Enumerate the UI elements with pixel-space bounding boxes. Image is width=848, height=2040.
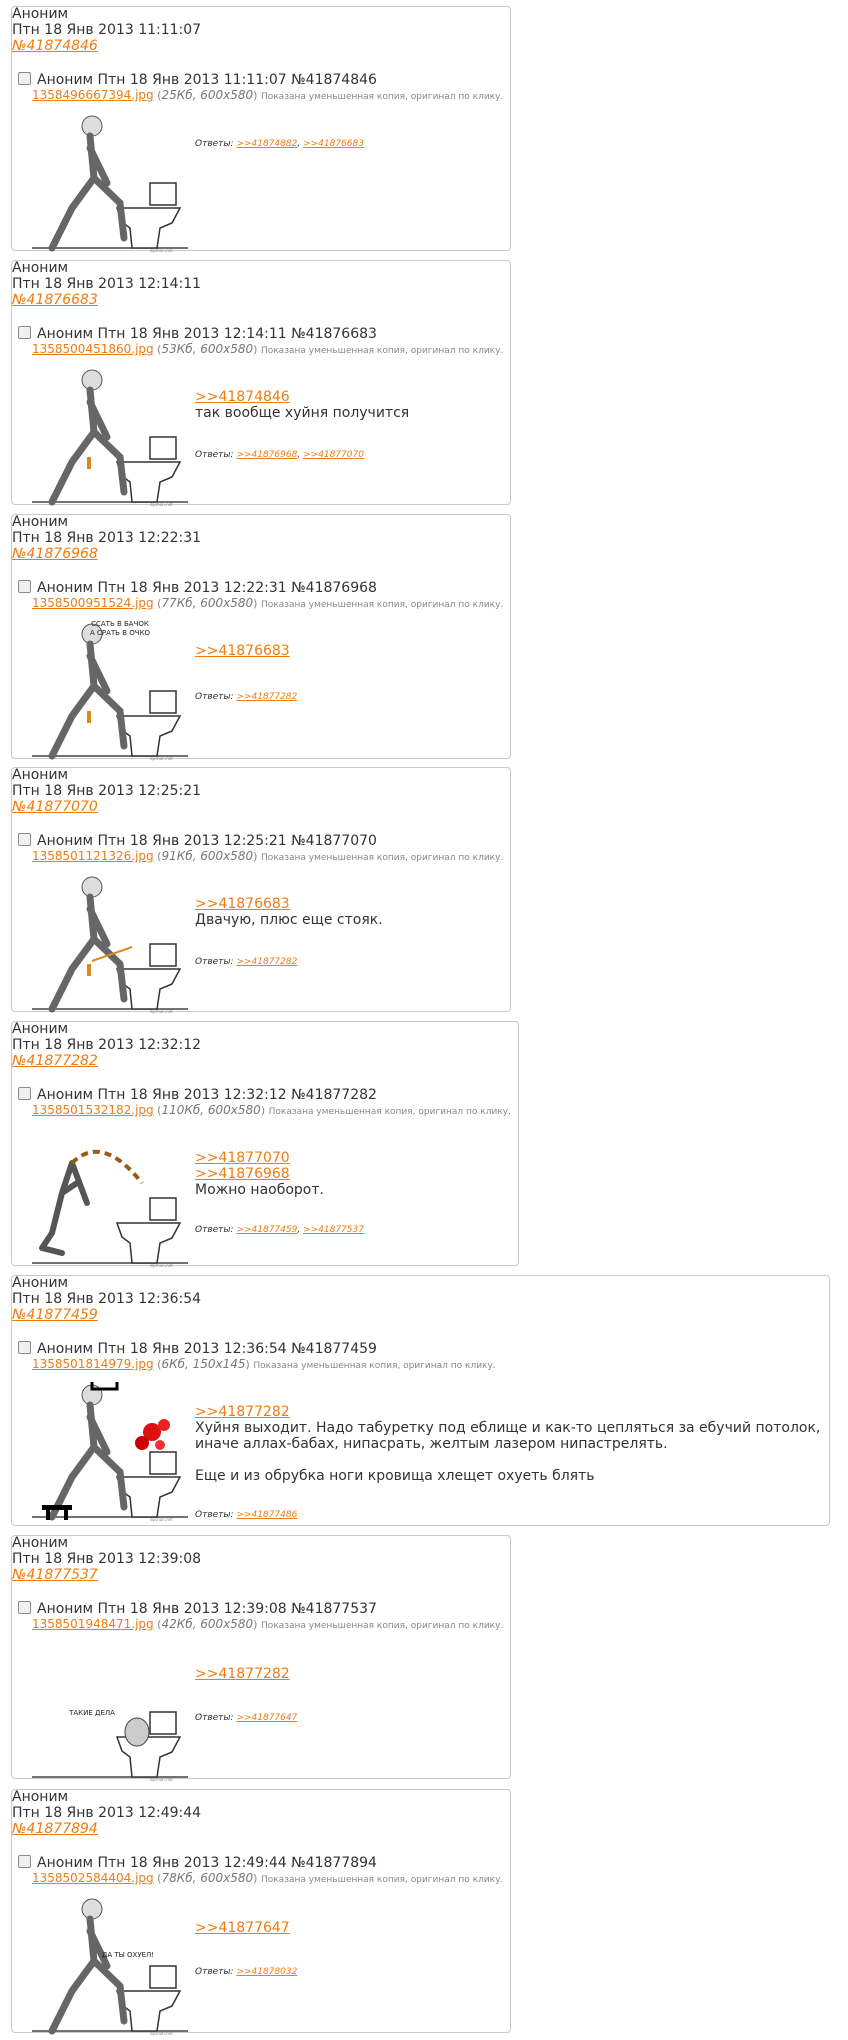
thumbnail-note: Показана уменьшенная копия, оригинал по клику. <box>260 346 504 356</box>
post-select-checkbox[interactable] <box>18 1341 31 1354</box>
post-header-line <box>12 1087 377 1103</box>
stream-mark <box>87 457 91 469</box>
reply-link[interactable]: >>41877282 <box>236 957 298 967</box>
post-thumbnail[interactable] <box>32 869 188 1014</box>
replies-line: Ответы: >>41877459, >>41877537 <box>195 1225 364 1235</box>
post-header-text: Аноним Птн 18 Янв 2013 12:32:12 №41877282 <box>37 1087 377 1103</box>
post-date: Птн 18 Янв 2013 11:11:07 <box>12 22 202 38</box>
post-header-text: Аноним Птн 18 Янв 2013 11:11:07 №41874846 <box>37 72 377 88</box>
poster-name: Аноним <box>12 1535 69 1551</box>
reply-link[interactable]: >>41878032 <box>236 1967 298 1977</box>
file-meta: 53Кб, 600x580 <box>161 342 254 356</box>
quote-reply-link[interactable]: >>41877282 <box>195 1666 290 1682</box>
file-info: 1358502584404.jpg (78Кб, 600x580) Показана уменьшенная копия, оригинал по клику. <box>32 1871 504 1885</box>
post-header-line <box>12 326 377 342</box>
post <box>11 767 511 1012</box>
poster-name: Аноним <box>12 260 69 276</box>
replies-label: Ответы: <box>195 1713 234 1723</box>
file-link[interactable]: 1358502584404.jpg <box>32 1871 154 1885</box>
post-number-link[interactable]: №41874846 <box>12 38 98 54</box>
replies-label: Ответы: <box>195 1967 234 1977</box>
thumbnail-note: Показана уменьшенная копия, оригинал по клику. <box>253 1361 496 1371</box>
post-header-text: Аноним Птн 18 Янв 2013 12:36:54 №41877459 <box>37 1341 377 1357</box>
post <box>11 260 511 505</box>
post-header-line <box>12 72 377 88</box>
post-thumbnail[interactable] <box>32 362 188 507</box>
post-header-text: Аноним Птн 18 Янв 2013 12:14:11 №41876683 <box>37 326 377 342</box>
post-thumbnail[interactable] <box>32 108 188 253</box>
replies-line <box>195 692 297 702</box>
post-header-line <box>12 1601 377 1617</box>
quote-reply-link[interactable]: >>41876683 <box>195 643 290 659</box>
post-thumbnail-figure <box>32 1377 188 1522</box>
post-select-checkbox[interactable] <box>18 1601 31 1614</box>
file-link[interactable]: 1358501532182.jpg <box>32 1103 154 1117</box>
post <box>11 1535 511 1782</box>
reply-link[interactable]: >>41876968 <box>236 450 298 460</box>
post-body <box>195 1666 290 1682</box>
reply-link[interactable]: >>41877070 <box>303 450 364 460</box>
post-header-text: Аноним Птн 18 Янв 2013 12:22:31 №41876968 <box>37 580 377 596</box>
svg-text:dpchan.net: dpchan.net <box>150 1009 173 1014</box>
reply-link[interactable]: >>41877647 <box>236 1713 298 1723</box>
file-meta: 91Кб, 600x580 <box>161 849 254 863</box>
thumbnail-note: Показана уменьшенная копия, оригинал по клику. <box>268 1107 511 1117</box>
file-meta: 77Кб, 600x580 <box>161 596 254 610</box>
post-header-line <box>12 833 377 849</box>
file-info: 1358501532182.jpg (110Кб, 600x580) Показана уменьшенная копия, оригинал по клику. <box>32 1103 511 1117</box>
svg-text:dpchan.net: dpchan.net <box>150 502 173 507</box>
file-info: 1358501121326.jpg (91Кб, 600x580) Показана уменьшенная копия, оригинал по клику. <box>32 849 504 863</box>
post-date: Птн 18 Янв 2013 12:49:44 <box>12 1805 202 1821</box>
post-number-link[interactable]: №41877070 <box>12 799 98 815</box>
svg-text:dpchan.net: dpchan.net <box>150 756 173 761</box>
poster-name: Аноним <box>12 6 69 22</box>
svg-text:dpchan.net: dpchan.net <box>150 1517 173 1522</box>
poster-name: Аноним <box>12 1021 69 1037</box>
reply-link[interactable]: >>41876683 <box>303 139 364 149</box>
replies-line <box>195 1713 297 1723</box>
thumbnail-note: Показана уменьшенная копия, оригинал по клику. <box>260 1621 504 1631</box>
thumbnail-note: Показана уменьшенная копия, оригинал по клику. <box>260 600 504 610</box>
quote-reply-link[interactable]: >>41876683 <box>195 896 290 912</box>
file-info: 1358500451860.jpg (53Кб, 600x580) Показана уменьшенная копия, оригинал по клику. <box>32 342 504 356</box>
file-meta: 6Кб, 150x145 <box>161 1357 246 1371</box>
post-header-text: Аноним Птн 18 Янв 2013 12:39:08 №41877537 <box>37 1601 377 1617</box>
image-caption: ДА ТЫ ОХУЕЛ! <box>101 1951 155 1959</box>
stream-mark <box>87 711 91 723</box>
poster-name: Аноним <box>12 514 69 530</box>
replies-label: Ответы: <box>195 957 234 967</box>
post-select-checkbox[interactable] <box>18 580 31 593</box>
file-meta: 110Кб, 600x580 <box>161 1103 261 1117</box>
post-number-link[interactable]: №41876683 <box>12 292 98 308</box>
post-thumbnail-figure <box>32 1123 188 1268</box>
reply-link[interactable]: >>41877486 <box>236 1510 298 1520</box>
file-meta: 42Кб, 600x580 <box>161 1617 254 1631</box>
post-date: Птн 18 Янв 2013 12:22:31 <box>12 530 202 546</box>
post-thumbnail[interactable] <box>32 1637 188 1782</box>
post-number-link[interactable]: №41877537 <box>12 1567 98 1583</box>
post-number-link[interactable]: №41877282 <box>12 1053 98 1069</box>
post <box>11 514 511 759</box>
replies-label: Ответы: <box>195 450 234 460</box>
post-thumbnail[interactable] <box>32 616 188 761</box>
post-thumbnail[interactable] <box>32 1891 188 2036</box>
post-number-link[interactable]: №41876968 <box>12 546 98 562</box>
file-link[interactable]: 1358500951524.jpg <box>32 596 154 610</box>
reply-link[interactable]: >>41874882 <box>236 139 298 149</box>
replies-label: Ответы: <box>195 1225 234 1235</box>
image-caption: ТАКИЕ ДЕЛА <box>69 1709 115 1717</box>
post-body <box>195 1920 290 1936</box>
quote-reply-link[interactable]: >>41877070 <box>195 1150 290 1166</box>
post-thumbnail[interactable] <box>32 1123 188 1268</box>
post-thumbnail-figure <box>32 108 188 253</box>
quote-reply-link[interactable]: >>41876968 <box>195 1166 290 1182</box>
image-caption: ССАТЬ В БАЧОК <box>91 620 149 628</box>
post-select-checkbox[interactable] <box>18 833 31 846</box>
post-body <box>195 1150 324 1198</box>
post-body <box>195 1404 820 1484</box>
quote-reply-link[interactable]: >>41877647 <box>195 1920 290 1936</box>
post-number-link[interactable]: №41877894 <box>12 1821 98 1837</box>
replies-label: Ответы: <box>195 1510 234 1520</box>
toilet-icon <box>117 1198 180 1263</box>
file-info: 1358501948471.jpg (42Кб, 600x580) Показана уменьшенная копия, оригинал по клику. <box>32 1617 504 1631</box>
replies-line <box>195 957 297 967</box>
replies-line: Ответы: >>41876968, >>41877070 <box>195 450 364 460</box>
post-date: Птн 18 Янв 2013 12:36:54 <box>12 1291 202 1307</box>
file-link[interactable]: 1358496667394.jpg <box>32 88 154 102</box>
post-header-line <box>12 1341 377 1357</box>
toilet-icon <box>117 1712 180 1777</box>
post-select-checkbox[interactable] <box>18 72 31 85</box>
post-date: Птн 18 Янв 2013 12:32:12 <box>12 1037 202 1053</box>
post-thumbnail[interactable] <box>32 1377 188 1522</box>
file-info: 1358496667394.jpg (25Кб, 600x580) Показана уменьшенная копия, оригинал по клику. <box>32 88 504 102</box>
post-body <box>195 643 290 659</box>
post <box>11 6 511 251</box>
post-message: Хуйня выходит. Надо табуретку под еблище и как-то цепляться за ебучий потолок, иначе аллах-бабах, нипасрать, желтым лазером нипастрелять. Еще и из обрубка ноги кровища хлещет охуеть блять <box>195 1420 821 1484</box>
post <box>11 1021 519 1266</box>
file-info: 1358500951524.jpg (77Кб, 600x580) Показана уменьшенная копия, оригинал по клику. <box>32 596 504 610</box>
post-thumbnail-figure <box>32 1637 188 1782</box>
stream-mark <box>87 964 91 976</box>
post-select-checkbox[interactable] <box>18 326 31 339</box>
file-link[interactable]: 1358501814979.jpg <box>32 1357 154 1371</box>
replies-line <box>195 1510 297 1520</box>
post-message: Можно наоборот. <box>195 1182 324 1198</box>
replies-label: Ответы: <box>195 139 234 149</box>
file-info: 1358501814979.jpg (6Кб, 150x145) Показана уменьшенная копия, оригинал по клику. <box>32 1357 496 1371</box>
replies-label: Ответы: <box>195 692 234 702</box>
post-date: Птн 18 Янв 2013 12:39:08 <box>12 1551 202 1567</box>
quote-reply-link[interactable]: >>41877282 <box>195 1404 290 1420</box>
blood-splash-icon <box>135 1419 170 1450</box>
file-meta: 78Кб, 600x580 <box>161 1871 254 1885</box>
post-body <box>195 389 409 421</box>
post-header-text: Аноним Птн 18 Янв 2013 12:49:44 №41877894 <box>37 1855 377 1871</box>
svg-text:dpchan.net: dpchan.net <box>150 2031 173 2036</box>
svg-text:dpchan.net: dpchan.net <box>150 1777 173 1782</box>
post-select-checkbox[interactable] <box>18 1087 31 1100</box>
post-number-link[interactable]: №41877459 <box>12 1307 98 1323</box>
post-header-line <box>12 580 377 596</box>
quote-reply-link[interactable]: >>41874846 <box>195 389 290 405</box>
reply-link[interactable]: >>41877282 <box>236 692 298 702</box>
file-meta: 25Кб, 600x580 <box>161 88 254 102</box>
poster-name: Аноним <box>12 1789 69 1805</box>
file-link[interactable]: 1358501121326.jpg <box>32 849 154 863</box>
svg-text:dpchan.net: dpchan.net <box>150 248 173 253</box>
post-header-text: Аноним Птн 18 Янв 2013 12:25:21 №41877070 <box>37 833 377 849</box>
thumbnail-note: Показана уменьшенная копия, оригинал по клику. <box>260 1875 504 1885</box>
post-thumbnail-figure <box>32 616 188 761</box>
thumbnail-note: Показана уменьшенная копия, оригинал по клику. <box>260 853 504 863</box>
post-header-line <box>12 1855 377 1871</box>
post-select-checkbox[interactable] <box>18 1855 31 1868</box>
replies-line: Ответы: >>41874882, >>41876683 <box>195 139 364 149</box>
svg-text:dpchan.net: dpchan.net <box>150 1263 173 1268</box>
post-thumbnail-figure <box>32 362 188 507</box>
post-message: так вообще хуйня получится <box>195 405 410 421</box>
post <box>11 1789 511 2036</box>
image-caption: А СРАТЬ В ОЧКО <box>89 629 151 637</box>
file-link[interactable]: 1358500451860.jpg <box>32 342 154 356</box>
post-date: Птн 18 Янв 2013 12:14:11 <box>12 276 202 292</box>
post-message: Двачую, плюс еще стояк. <box>195 912 383 928</box>
post-thumbnail-figure <box>32 1891 188 2036</box>
post-thumbnail-figure <box>32 869 188 1014</box>
replies-line <box>195 1967 297 1977</box>
post <box>11 1275 830 1526</box>
poster-name: Аноним <box>12 1275 69 1291</box>
arc-mark <box>72 1152 142 1183</box>
poster-name: Аноним <box>12 767 69 783</box>
file-link[interactable]: 1358501948471.jpg <box>32 1617 154 1631</box>
reply-link[interactable]: >>41877537 <box>303 1225 364 1235</box>
reply-link[interactable]: >>41877459 <box>236 1225 298 1235</box>
thumbnail-note: Показана уменьшенная копия, оригинал по клику. <box>260 92 504 102</box>
post-date: Птн 18 Янв 2013 12:25:21 <box>12 783 202 799</box>
post-body <box>195 896 383 928</box>
